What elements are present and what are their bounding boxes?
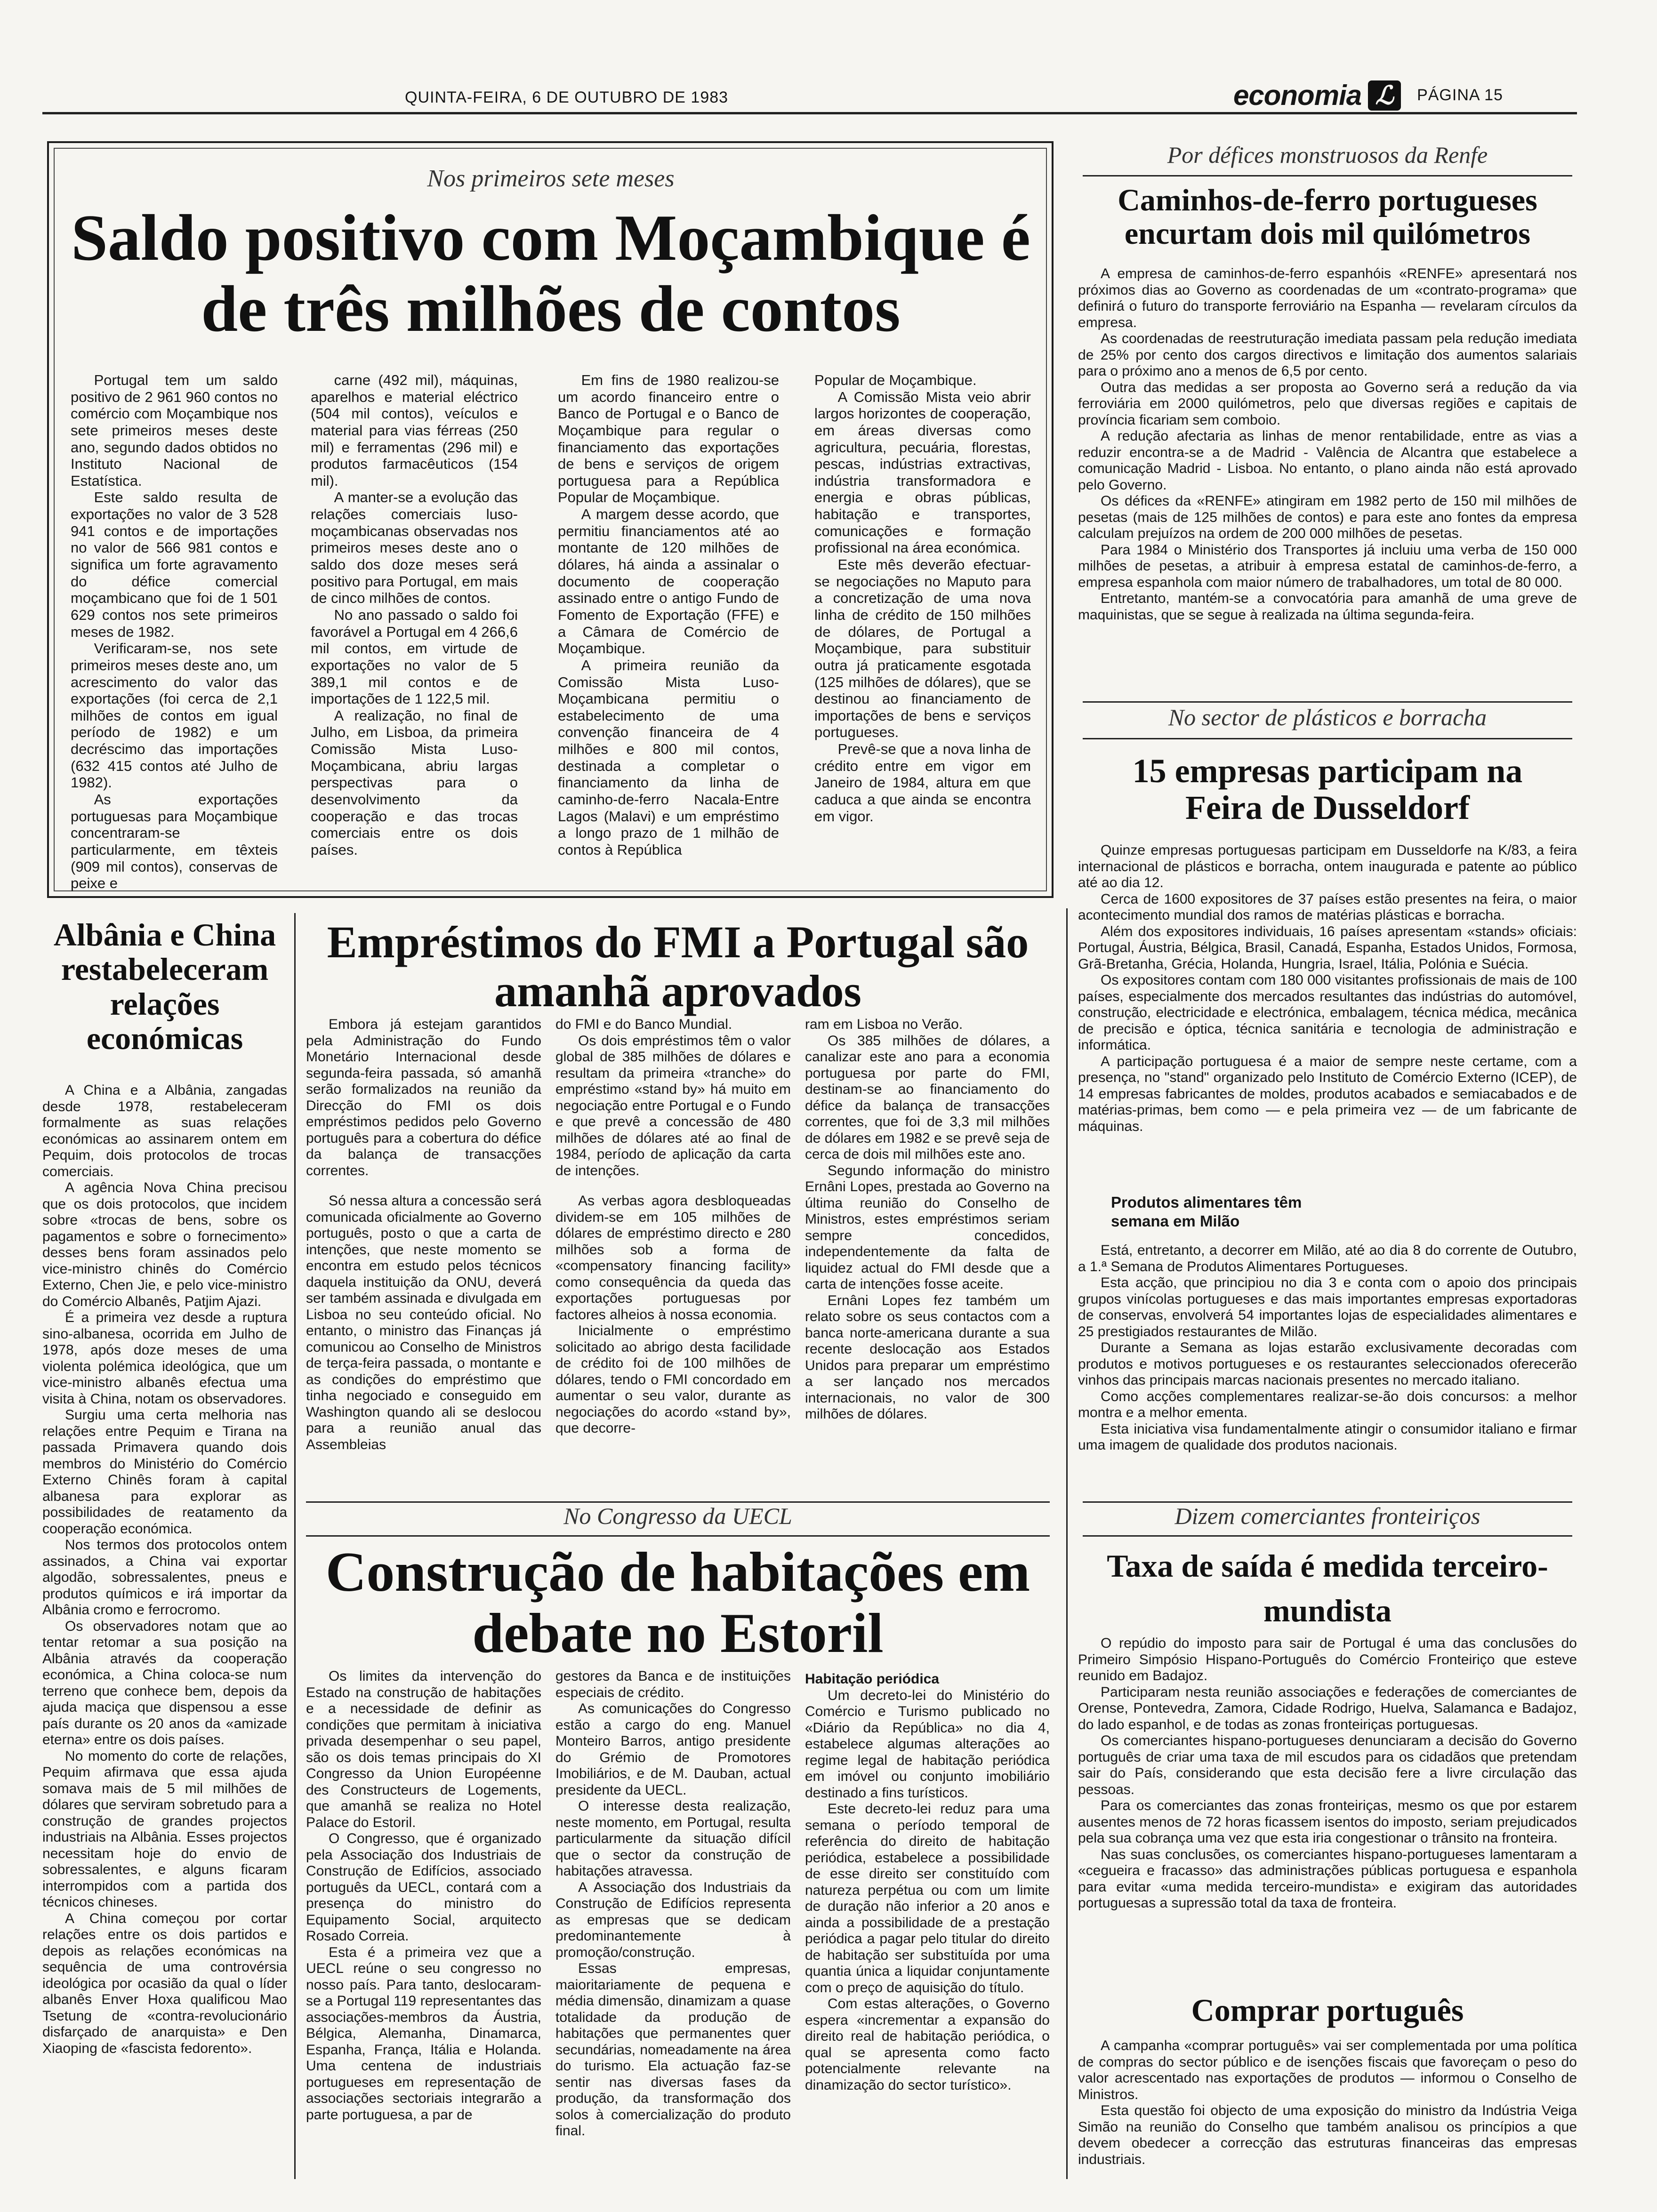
paragraph: Este mês deverão efectuar-se negociações no Maputo para a concretização de uma nova linha de crédito de 150 milhões de dólares, de Portugal a Moçambique, para substituir outra já praticamente esgotada (125 milhões de dólares), que se destinou ao financiamento de importações de bens e serviços portugueses. xyxy=(814,556,1031,741)
paragraph: Esta acção, que principiou no dia 3 e conta com o apoio dos principais grupos vinícolas portugueses e das mais importantes empresas exportadoras de conservas, envolverá 54 importantes lojas de especialidades alimentares e 25 prestigiados restaurantes de Milão. xyxy=(1078,1275,1577,1339)
plasticos-body xyxy=(1078,842,1577,1186)
paragraph: Os expositores contam com 180 000 visitantes profissionais de mais de 100 países, especialmente dos mercados resultantes das indústrias do automóvel, construção, electricidade e electrónica, embalagem, técnica médica, mecânica de precisão e óptica, técnica sanitária e tecnologia de administração e informática. xyxy=(1078,972,1577,1053)
albania-headline: Albânia e China restabeleceram relações económicas xyxy=(53,917,276,1057)
paragraph: Para 1984 o Ministério dos Transportes já incluiu uma verba de 150 000 milhões de pesetas, a atribuir à empresa estatal de caminhos-de-ferro, a empresa espanhola com maior número de trabalhadores, um total de 80 000. xyxy=(1078,542,1577,590)
paragraph: A participação portuguesa é a maior de sempre neste certame, com a presença, no "stand" organizado pelo Instituto de Comércio Externo (ICEP), de 14 empresas fabricantes de moldes, produtos acabados e semiacabados e de matérias-primas, bem como — e pela primeira vez — de um fabricante de máquinas. xyxy=(1078,1053,1577,1134)
paragraph: No ano passado o saldo foi favorável a Portugal em 4 266,6 mil contos, em virtude de exportações no valor de 5 389,1 mil contos e de importações de 1 122,5 mil. xyxy=(311,606,518,707)
paragraph: Os défices da «RENFE» atingiram em 1982 perto de 150 mil milhões de pesetas (mais de 125 milhões de contos) e para este ano fontes da empresa calculam prejuízos na ordem de 200 000 milhões de pesetas. xyxy=(1078,493,1577,541)
paragraph: Embora já estejam garantidos pela Administração do Fundo Monetário Internacional desde segunda-feira passada, só amanhã serão formalizados na reunião da Direcção do FMI os dois empréstimos pedidos pelo Governo português para a cobertura do défice da balança de transacções correntes. xyxy=(306,1017,541,1178)
paragraph: O repúdio do imposto para sair de Portugal é uma das conclusões do Primeiro Simpósio Hispano-Português do Comércio Fronteiriço que esteve reunido em Badajoz. xyxy=(1078,1635,1577,1683)
paragraph: Com estas alterações, o Governo espera «incrementar a expansão do direito real de habitação periódica, o qual se apresenta como facto potencialmente relevante na dinamização do sector turístico». xyxy=(805,1996,1050,2093)
paragraph: A margem desse acordo, que permitiu financiamentos até ao montante de 120 milhões de dólares, há ainda a assinalar o documento de cooperação assinado entre o antigo Fundo de Fomento de Exportação (FFE) e a Câmara de Comércio de Moçambique. xyxy=(558,506,779,657)
paragraph: A primeira reunião da Comissão Mista Luso-Moçambicana permitiu o estabelecimento de uma convenção financeira de 4 milhões e 800 mil contos, destinada a completar o financiamento da linha de caminho-de-ferro Nacala-Entre Lagos (Malavi) e um empréstimo a longo prazo de 1 milhão de contos à República xyxy=(558,657,779,858)
paragraph: Cerca de 1600 expositores de 37 países estão presentes na feira, o maior acontecimento mundial dos ramos de matérias plásticas e borracha. xyxy=(1078,891,1577,923)
paragraph: Os 385 milhões de dólares, a canalizar este ano para a economia portuguesa por parte do FMI, destinam-se ao financiamento do défice da balança de transacções correntes, que foi de 3,3 mil milhões de dólares em 1982 e se prevê seja de cerca de dois mil milhões este ano. xyxy=(805,1033,1050,1162)
milao-subhead: Produtos alimentares têm semana em Milão xyxy=(1111,1194,1302,1230)
fmi-col-3 xyxy=(805,1017,1050,1492)
paragraph: A redução afectaria as linhas de menor rentabilidade, entre as vias a reduzir encontra-se a de Madrid - Valência de Alcantra que estabelece a comunicação Madrid - Lisboa. No entanto, o plano ainda não está aprovado pelo Governo. xyxy=(1078,428,1577,493)
paragraph: Participaram nesta reunião associações e federações de comerciantes de Orense, Pontevedra, Zamora, Cidade Rodrigo, Huelva, Salamanca e Badajoz, do lado espanhol, e de todas as zonas fronteiriças portuguesas. xyxy=(1078,1684,1577,1732)
section-name: economia xyxy=(1233,80,1362,111)
habitacoes-kicker xyxy=(306,1502,1050,1530)
paragraph: Verificaram-se, nos sete primeiros meses deste ano, um acrescimento do valor das exportações (foi cerca de 2,1 milhões de contos em igual período de 1982) e um decréscimo das importações (632 415 contos até Julho de 1982). xyxy=(71,640,278,791)
albania-column-rule xyxy=(294,913,296,2179)
paragraph: gestores da Banca e de instituições especiais de crédito. xyxy=(555,1668,791,1700)
habitacoes-kicker-text: No Congresso da UECL xyxy=(563,1503,792,1529)
fronteira-headline: Taxa de saída é medida terceiro-mundista xyxy=(1107,1548,1548,1629)
paragraph: No momento do corte de relações, Pequim afirmava que essa ajuda somava mais de 5 mil milhões de dólares que serviram sobretudo para a construção de grandes projectos industriais na Albânia. Esses projectos necessitam hoje do envio de sobressalentes, e alguns ficaram interrompidos com a partida dos técnicos chineses. xyxy=(42,1748,287,1910)
milao-body xyxy=(1078,1242,1577,1525)
paragraph: carne (492 mil), máquinas, aparelhos e material eléctrico (504 mil contos), veículos e material para vias férreas (250 mil) e ferramentas (296 mil) e produtos farmacêuticos (154 mil). xyxy=(311,372,518,489)
mocambique-col-2 xyxy=(311,372,518,871)
paragraph: Um decreto-lei do Ministério do Comércio e Turismo publicado no «Diário da República» no dia 4, estabelece algumas alterações ao regime legal de habitação periódica em imóvel ou conjunto imobiliário destinado a fins turísticos. xyxy=(805,1687,1050,1801)
mocambique-kicker-text: Nos primeiros sete meses xyxy=(427,165,675,192)
fronteira-kicker xyxy=(1078,1502,1577,1530)
comprar-body xyxy=(1078,2038,1577,2179)
renfe-headline: Caminhos-de-ferro portugueses encurtam dois mil quilómetros xyxy=(1118,183,1537,251)
paragraph: O Congresso, que é organizado pela Associação dos Industriais de Construção de Edifícios, associado português da UECL, contará com a presença do ministro do Equipamento Social, arquitecto Rosado Correia. xyxy=(306,1831,541,1944)
habitacoes-headline: Construção de habitações em debate no Estoril xyxy=(325,1540,1030,1664)
paragraph: As verbas agora desbloqueadas dividem-se em 105 milhões de dólares de empréstimo directo e 280 milhões sob a forma de «compensatory financing facility» como consequência da queda das exportações portuguesas por factores alheios à nossa economia. xyxy=(555,1193,791,1322)
paragraph: Inicialmente o empréstimo solicitado ao abrigo desta facilidade de crédito foi de 100 milhões de dólares, tendo o FMI concordado em aumentar o seu valor, durante as negociações do acordo «stand by», que decorre- xyxy=(555,1323,791,1436)
fmi-col-2 xyxy=(555,1017,791,1492)
page-number: PÁGINA 15 xyxy=(1417,86,1503,104)
paragraph: Está, entretanto, a decorrer em Milão, até ao dia 8 do corrente de Outubro, a 1.ª Semana de Produtos Alimentares Portugueses. xyxy=(1078,1242,1577,1274)
mocambique-headline: Saldo positivo com Moçambique é de três milhões de contos xyxy=(71,201,1030,346)
paragraph: Os dois empréstimos têm o valor global de 385 milhões de dólares e resultam da primeira «tranche» do empréstimo «stand by» há muito em negociação entre Portugal e o Fundo e que prevê a concessão de 480 milhões de dólares até ao final de 1984, período de aplicação da carta de intenções. xyxy=(555,1033,791,1178)
paragraph: Só nessa altura a concessão será comunicada oficialmente ao Governo português, posto o que a carta de intenções, que neste momento se encontra em estudo pelos técnicos daquela instituição da ONU, deverá ser também assinada e divulgada em Lisboa no seu conteúdo oficial. No entanto, o ministro das Finanças já comunicou ao Conselho de Ministros de terça-feira passada, o montante e as condições do empréstimo que tinha negociado e conseguido em Washington quando ali se deslocou para a reunião anual das Assembleias xyxy=(306,1193,541,1452)
renfe-body xyxy=(1078,266,1577,694)
paragraph: Os comerciantes hispano-portugueses denunciaram a decisão do Governo português de criar uma taxa de mil escudos para os cidadãos que pretendam sair do País, considerando que esta decisão fere a livre circulação das pessoas. xyxy=(1078,1733,1577,1797)
habitacoes-kicker-rule xyxy=(306,1535,1050,1537)
paragraph: ram em Lisboa no Verão. xyxy=(805,1017,963,1032)
comprar-headline: Comprar português xyxy=(1191,1992,1464,2028)
mocambique-kicker xyxy=(61,165,1040,192)
habitacao-periodica-subhead: Habitação periódica xyxy=(805,1671,940,1687)
paragraph: Popular de Moçambique. xyxy=(814,372,977,388)
paragraph: Esta é a primeira vez que a UECL reúne o seu congresso no nosso país. Para tanto, deslocaram-se a Portugal 119 representantes das associações-membros da Áustria, Bélgica, Alemanha, Dinamarca, Espanha, França, Itália e Holanda. Uma centena de industriais portugueses em representação de associações sectoriais integrarão a parte portuguesa, a par de xyxy=(306,1944,541,2123)
renfe-kicker xyxy=(1078,141,1577,168)
renfe-kicker-text: Por défices monstruosos da Renfe xyxy=(1167,142,1488,168)
plasticos-top-rule xyxy=(1083,701,1572,703)
paragraph: Surgiu uma certa melhoria nas relações entre Pequim e Tirana na passada Primavera quando dois membros do Ministério do Comércio Externo Chinês foram à capital albanesa para explorar as possibilidades de reatamento da cooperação económica. xyxy=(42,1407,287,1537)
paragraph: As coordenadas de reestruturação imediata passam pela redução imediata de 25% por cento dos cargos directivos e limitação dos aumentos salariais para o próximo ano a menos de 6,5 por cento. xyxy=(1078,331,1577,379)
paragraph: A China e a Albânia, zangadas desde 1978, restabeleceram formalmente as suas relações económicas ao assinarem ontem em Pequim, dois protocolos de trocas comerciais. xyxy=(42,1082,287,1179)
paragraph: Nas suas conclusões, os comerciantes hispano-portugueses lamentaram a «cegueira e fracasso» das administrações públicas portuguesa e espanhola para evitar «uma medida terceiro-mundista» e exigiram das autoridades portuguesas a supressão total da taxa de fronteira. xyxy=(1078,1846,1577,1911)
date-line: QUINTA-FEIRA, 6 DE OUTUBRO DE 1983 xyxy=(405,88,729,106)
fmi-col-1 xyxy=(306,1017,541,1492)
mocambique-col-4 xyxy=(814,372,1031,871)
paragraph: A Comissão Mista veio abrir largos horizontes de cooperação, em áreas diversas como agricultura, pecuária, florestas, pescas, indústrias extractivas, indústria transformadora e energia e obras públicas, habitação e transportes, comunicações e formação profissional na área económica. xyxy=(814,388,1031,556)
paragraph: Além dos expositores individuais, 16 países apresentam «stands» oficiais: Portugal, Áustria, Bélgica, Brasil, Canadá, Espanha, Estados Unidos, Formosa, Grã-Bretanha, Grécia, Holanda, Hungria, Israel, Itália, Polónia e Suécia. xyxy=(1078,923,1577,972)
paragraph: Este saldo resulta de exportações no valor de 3 528 941 contos e de importações no valor de 566 981 contos e significa um forte agravamento do défice comercial moçambicano que foi de 1 501 629 contos nos sete primeiros meses de 1982. xyxy=(71,489,278,640)
fronteira-body xyxy=(1078,1635,1577,1974)
paragraph: A campanha «comprar português» vai ser complementada por uma política de compras do sector público e de isenções fiscais que favoreçam o peso do valor acrescentado nas exportações de produtos — informou o Conselho de Ministros. xyxy=(1078,2038,1577,2102)
paragraph: A Associação dos Industriais da Construção de Edifícios representa as empresas que se dedicam predominantemente à promoção/construção. xyxy=(555,1879,791,1960)
paragraph: Os limites da intervenção do Estado na construção de habitações e a necessidade de definir as condições que permitam à iniciativa privada desempenhar o seu papel, são os dois temas principais do XI Congresso da Union Européenne des Constructeurs de Logements, que amanhã se realiza no Hotel Palace do Estoril. xyxy=(306,1668,541,1830)
paragraph: Ernâni Lopes fez também um relato sobre os seus contactos com a banca norte-americana durante a sua recente deslocação aos Estados Unidos para preparar um empréstimo a ser lançado nos mercados internacionais, no valor de 300 milhões de dólares. xyxy=(805,1292,1050,1422)
paragraph: A China começou por cortar relações entre os dois partidos e depois as relações económicas na sequência de uma controvérsia ideológica por ocasião da qual o líder albanês Enver Hoxa qualificou Mao Tsetung de «contra-revolucionário disfarçado de anarquista» e Den Xiaoping de «fascista fedorento». xyxy=(42,1910,287,2056)
paragraph: A realização, no final de Julho, em Lisboa, da primeira Comissão Mista Luso-Moçambicana, abriu largas perspectivas para o desenvolvimento da cooperação e das trocas comerciais entre os dois países. xyxy=(311,707,518,858)
paragraph: Essas empresas, maioritariamente de pequena e média dimensão, dinamizam a quase totalidade da produção de habitações que permanentes quer secundárias, nomeadamente na área do turismo. Ela actuação faz-se sentir nas diversas fases da produção, da transformação dos solos à comercialização do produto final. xyxy=(555,1961,791,2139)
paragraph: Esta questão foi objecto de uma exposição do ministro da Indústria Veiga Simão na reunião do Conselho que também analisou os princípios a que devem obedecer a correcção das estruturas financeiras das empresas industriais. xyxy=(1078,2103,1577,2167)
right-column-rule xyxy=(1066,908,1068,2179)
paragraph: A manter-se a evolução das relações comerciais luso-moçambicanas observadas nos primeiros meses deste ano o saldo dos doze meses será positivo para Portugal, em mais de cinco milhões de contos. xyxy=(311,489,518,607)
paragraph: Prevê-se que a nova linha de crédito entre em vigor em Janeiro de 1984, altura em que caduca a que ainda se encontra em vigor. xyxy=(814,741,1031,825)
paragraph: Este decreto-lei reduz para uma semana o período temporal de referência do direito de habitação periódica, estabelece a possibilidade de esse direito ser constituído com natureza perpétua ou com um limite de duração não inferior a 20 anos e ainda a possibilidade de a prestação periódica a pagar pelo titular do direito de habitação ser substituída por uma quantia única a liquidar conjuntamente com o preço de aquisição do título. xyxy=(805,1801,1050,1996)
habitacoes-col-1 xyxy=(306,1668,541,2181)
fmi-headline: Empréstimos do FMI a Portugal são amanhã aprovados xyxy=(327,917,1029,1016)
paragraph: Como acções complementares realizar-se-ão dois concursos: a melhor montra e a melhor ementa. xyxy=(1078,1388,1577,1420)
paragraph: Em fins de 1980 realizou-se um acordo financeiro entre o Banco de Portugal e o Banco de Moçambique para regular o financiamento das exportações de bens e serviços de origem portuguesa para a República Popular de Moçambique. xyxy=(558,372,779,506)
paragraph: O interesse desta realização, neste momento, em Portugal, resulta particularmente da situação difícil que o sector da construção de habitações atravessa. xyxy=(555,1798,791,1879)
plasticos-kicker-rule xyxy=(1083,738,1572,739)
paragraph: Quinze empresas portuguesas participam em Dusseldorfe na K/83, a feira internacional de plásticos e borracha, ontem inaugurada e patente ao público até ao dia 12. xyxy=(1078,842,1577,890)
paragraph: do FMI e do Banco Mundial. xyxy=(555,1017,732,1032)
paragraph: Esta iniciativa visa fundamentalmente atingir o consumidor italiano e firmar uma imagem de qualidade dos produtos nacionais. xyxy=(1078,1421,1577,1453)
paragraph: Os observadores notam que ao tentar retomar a sua posição na Albânia através da cooperação económica, a China coloca-se num terreno que conhece bem, depois da ajuda maciça que dispensou a esse país durante os 20 anos da «amizade eterna» entre os dois países. xyxy=(42,1618,287,1747)
paragraph: A empresa de caminhos-de-ferro espanhóis «RENFE» apresentará nos próximos dias ao Governo as coordenadas de um «contrato-programa» que definirá o futuro do transporte ferroviário na Espanha — revelaram círculos da empresa. xyxy=(1078,266,1577,330)
paragraph: É a primeira vez desde a ruptura sino-albanesa, ocorrida em Julho de 1978, após doze meses de uma violenta polémica ideológica, que um vice-ministro albanês efectua uma visita à China, notam os observadores. xyxy=(42,1310,287,1407)
paragraph: Para os comerciantes das zonas fronteiriças, mesmo os que por estarem ausentes menos de 72 horas ficassem isentos do imposto, seriam prejudicados pela sua cobrança uma vez que esta iria congestionar o trânsito na fronteira. xyxy=(1078,1798,1577,1846)
albania-body xyxy=(42,1082,287,2179)
paragraph: Nos termos dos protocolos ontem assinados, a China vai exportar algodão, sobressalentes, pneus e produtos químicos e irá importar da Albânia cromo e ferrocromo. xyxy=(42,1537,287,1618)
section-masthead xyxy=(1233,79,1503,112)
paragraph: Durante a Semana as lojas estarão exclusivamente decoradas com produtos e motivos portugueses e os restaurantes seleccionados oferecerão vinhos das principais marcas nacionais presentes no mercado italiano. xyxy=(1078,1340,1577,1388)
renfe-kicker-rule xyxy=(1083,175,1572,176)
paragraph: Portugal tem um saldo positivo de 2 961 960 contos no comércio com Moçambique nos sete primeiros meses deste ano, segundo dados obtidos no Instituto Nacional de Estatística. xyxy=(71,372,278,489)
plasticos-kicker-text: No sector de plásticos e borracha xyxy=(1168,704,1487,730)
habitacoes-col-2 xyxy=(555,1668,791,2181)
paragraph: As exportações portuguesas para Moçambique concentraram-se particularmente, em têxteis (909 mil contos), conservas de peixe e xyxy=(71,791,278,892)
header-rule xyxy=(42,112,1577,114)
plasticos-headline: 15 empresas participam na Feira de Dusseldorf xyxy=(1132,752,1523,826)
paragraph: A agência Nova China precisou que os dois protocolos, que incidem sobre «trocas de bens, sobre os pagamentos e sobre o fornecimento» desses bens foram assinados pelo vice-ministro chinês do Comércio Externo, Chen Jie, e pelo vice-ministro do Comércio Albanês, Patjim Ajazi. xyxy=(42,1180,287,1309)
fronteira-kicker-rule xyxy=(1083,1535,1572,1537)
paragraph: Outra das medidas a ser proposta ao Governo será a redução da via ferroviária em 2000 quilómetros, pelo que diversas regiões e capitais de província ficariam sem comboio. xyxy=(1078,379,1577,428)
paragraph: Entretanto, mantém-se a convocatória para amanhã de uma greve de maquinistas, que se segue à realizada na última segunda-feira. xyxy=(1078,591,1577,623)
paragraph: Segundo informação do ministro Ernâni Lopes, prestada ao Governo na última reunião do Conselho de Ministros, estes empréstimos seriam sempre concedidos, independentemente da falta de liquidez actual do FMI desde que a carta de intenções fosse aceite. xyxy=(805,1162,1050,1292)
paragraph: As comunicações do Congresso estão a cargo do eng. Manuel Monteiro Barros, antigo presidente do Grémio de Promotores Imobiliários, e de M. Dauban, actual presidente da UECL. xyxy=(555,1701,791,1798)
newspaper-logo-icon: ℒ xyxy=(1368,80,1401,111)
habitacoes-col-3 xyxy=(805,1668,1050,2181)
mocambique-col-3 xyxy=(558,372,779,871)
mocambique-col-1 xyxy=(71,372,278,892)
plasticos-kicker xyxy=(1078,704,1577,731)
fronteira-kicker-text: Dizem comerciantes fronteiriços xyxy=(1174,1503,1480,1529)
